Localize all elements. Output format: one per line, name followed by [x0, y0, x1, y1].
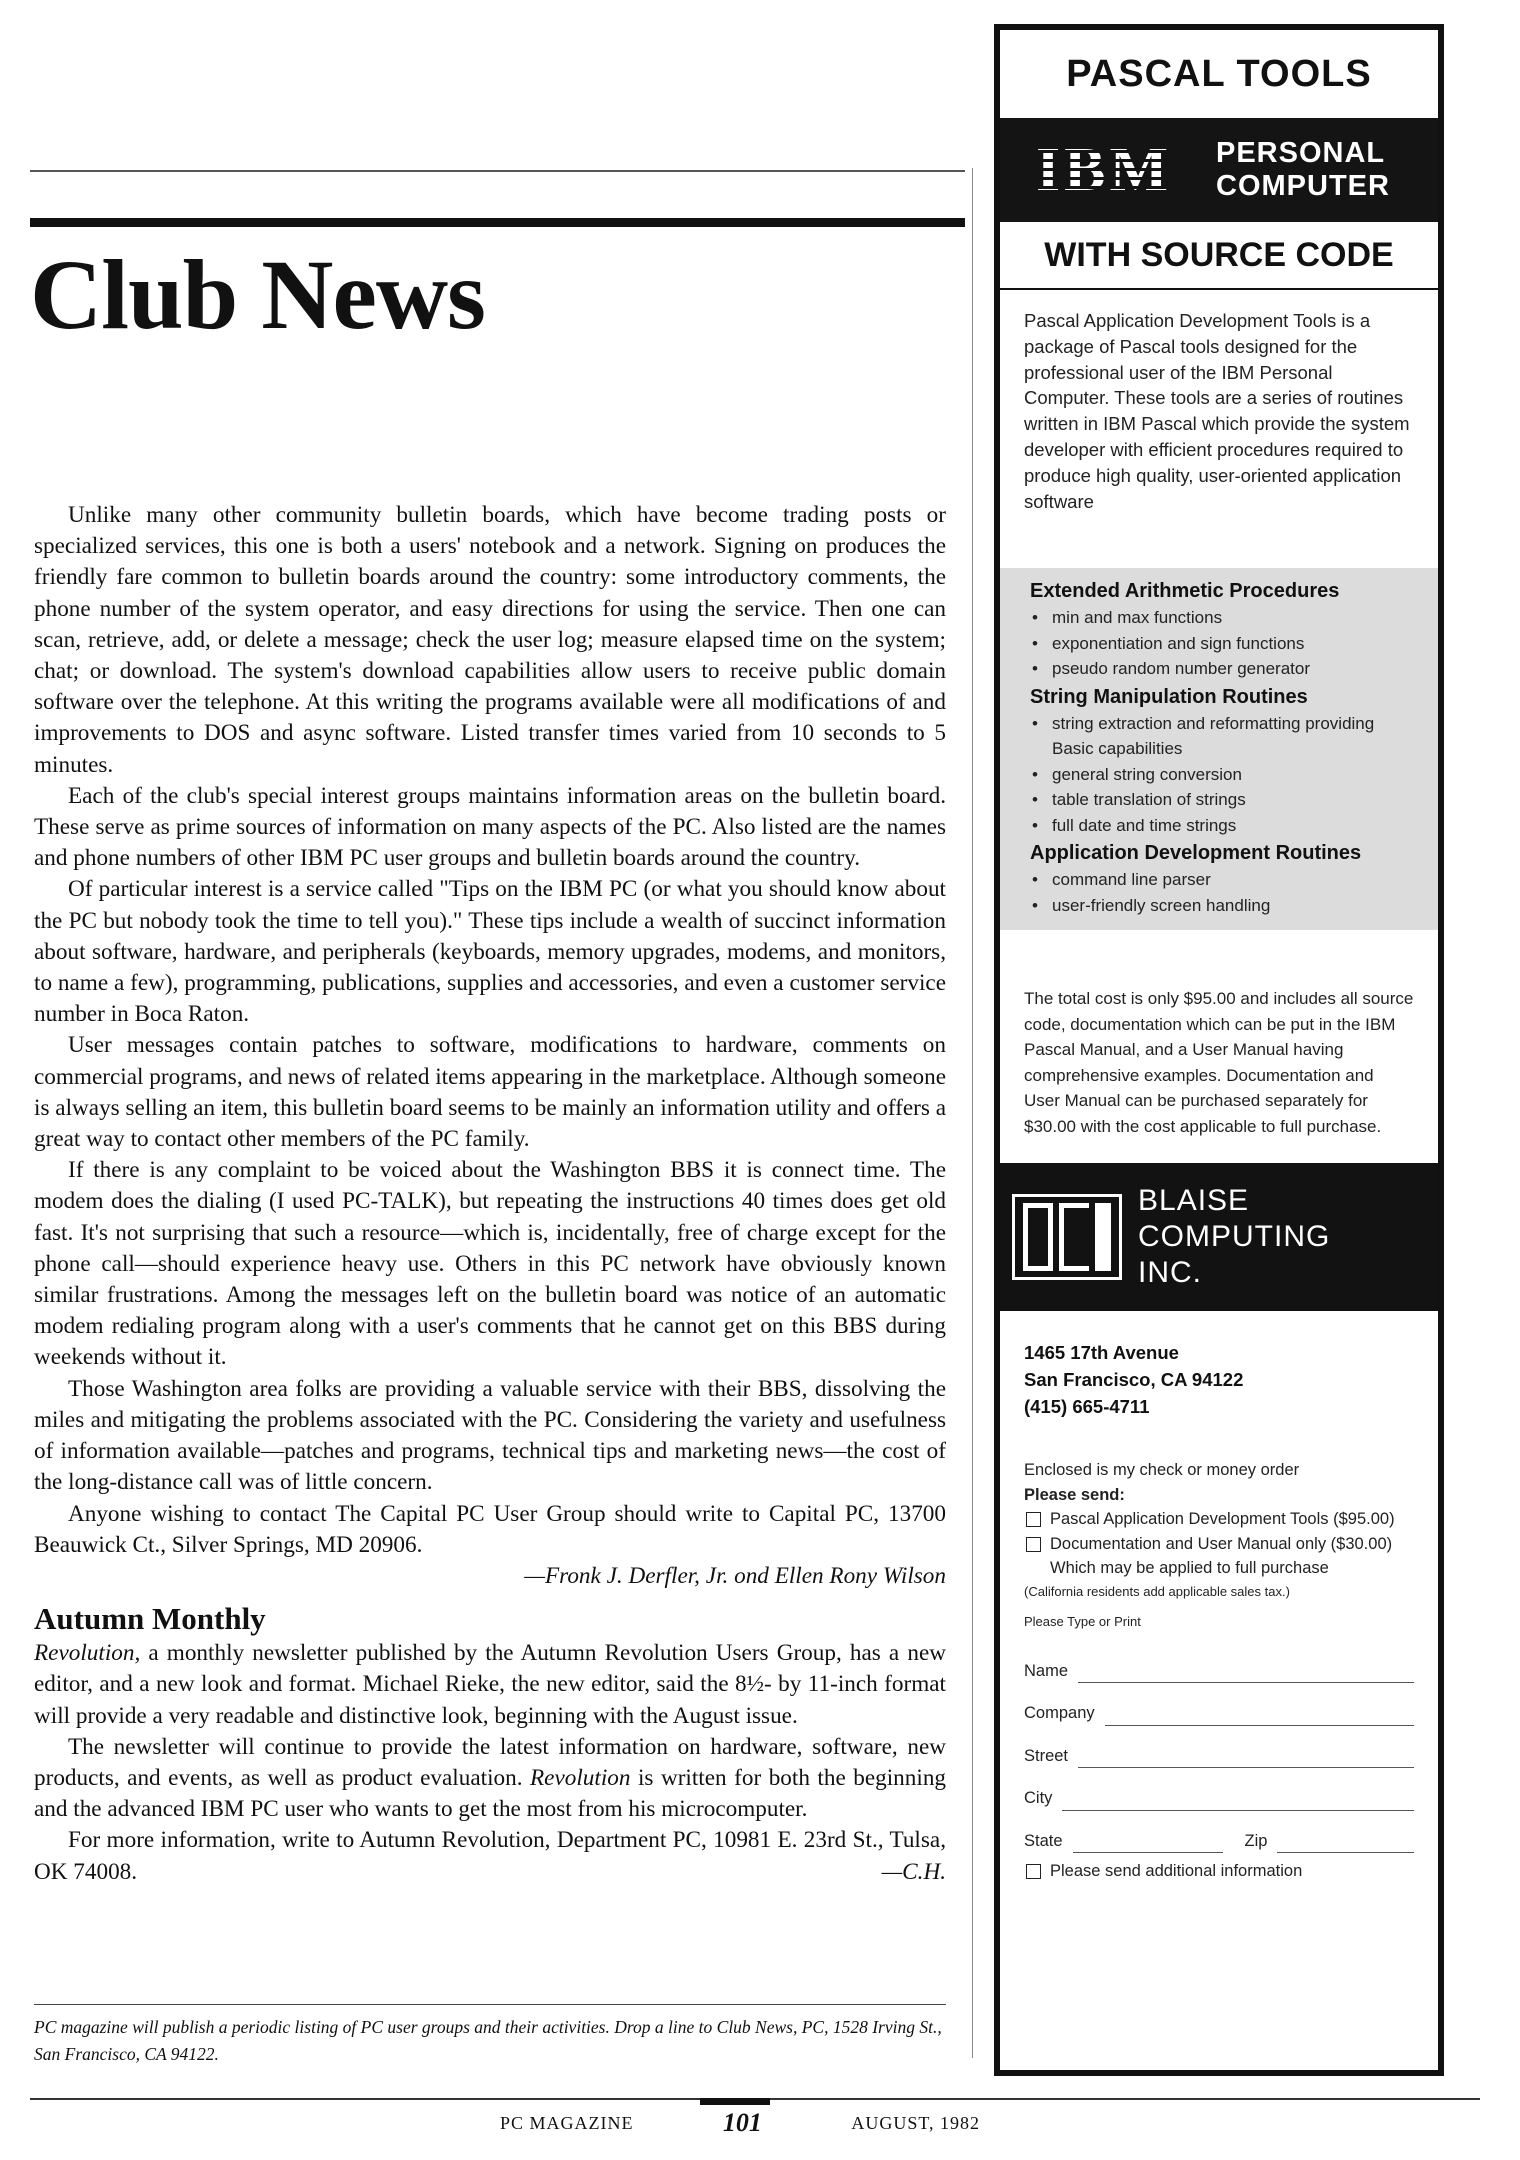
name-field[interactable]: [1024, 1659, 1414, 1684]
article-paragraph: Each of the club's special interest groups maintains information areas on the bulletin board. These serve as prime sources of information on many aspects of the PC. Also listed are the names and phone numbers of other IBM PC user groups and bulletin boards around the country.: [34, 782, 946, 872]
ad-headline: PASCAL TOOLS: [1066, 52, 1372, 95]
feature-item: • full date and time strings: [1030, 813, 1414, 839]
company-name: [1138, 1183, 1330, 1291]
ibm-banner: [1000, 118, 1438, 222]
article-paragraph: Unlike many other community bulletin boards, which have become trading posts or specialized services, this one is both a users' notebook and a network. Signing on produces the friendly fare common to bulletin boards around the country: some introductory comments, the phone number of the system operator, and easy directions for using the service. Then one can scan, retrieve, add, or delete a message; check the user log; measure elapsed time on the system; chat; or download. The system's download capabilities allow users to receive public domain software over the telephone. At this writing the programs available were all modifications of and improvements to DOS and async software. Listed transfer times varied from 10 seconds to 5 minutes.: [34, 502, 946, 778]
article-paragraph: Those Washington area folks are providing a valuable service with their BBS, dissolving the miles and mitigating the problems associated with the PC. Considering the variety and usefulness of information available—patches and programs, technical tips and marketing news—the cost of the long-distance call was of little concern.: [34, 1375, 946, 1496]
feature-group-title: String Manipulation Routines: [1030, 685, 1308, 708]
print-note: Please Type or Print: [1024, 1613, 1141, 1629]
ibm-logo: IBM: [1036, 135, 1172, 204]
pc-label-line: PERSONAL: [1216, 137, 1386, 169]
feature-item: • min and max functions: [1030, 605, 1414, 631]
pc-label-line: COMPUTER: [1216, 170, 1390, 202]
street-field[interactable]: [1024, 1744, 1414, 1769]
article-paragraph: Anyone wishing to contact The Capital PC User Group should write to Capital PC, 13700 Beauwick Ct., Silver Springs, MD 20906.: [34, 1500, 946, 1558]
pricing-text: The total cost is only $95.00 and includes all source code, documentation which can be put in the IBM Pascal Manual, and a User Manual having comprehensive examples. Documentation and User Manual can be purchased separately for $30.00 with the cost applicable to full purchase.: [1024, 989, 1414, 1136]
order-please: Please send:: [1024, 1485, 1125, 1504]
article-paragraph: Of particular interest is a service called "Tips on the IBM PC (or what you should know about the PC but nobody took the time to tell you)." These tips include a wealth of succinct information about software, hardware, and peripherals (keyboards, memory upgrades, modems, and monitors, to name a few), programming, publications, supplies and accessories, and even a customer service number in Boca Raton.: [34, 876, 946, 1028]
magazine-name: PC MAGAZINE: [500, 2112, 634, 2133]
footnote: PC magazine will publish a periodic listing of PC user groups and their activities. Drop a line to Club News, PC, 1528 Irving St., San Francisco, CA 94122.: [34, 2017, 942, 2064]
feature-group: [1030, 684, 1414, 839]
more-info-checkbox[interactable]: [1024, 1859, 1414, 1884]
company-banner: [1000, 1163, 1438, 1311]
feature-group: [1030, 840, 1414, 918]
order-form: [1024, 1458, 1414, 1884]
feature-item: • command line parser: [1030, 867, 1414, 893]
company-name-line: INC.: [1138, 1256, 1202, 1290]
feature-item: • exponentiation and sign functions: [1030, 631, 1414, 657]
page-title: Club News: [30, 239, 485, 350]
publication-name: Revolution: [530, 1764, 631, 1791]
field-label: Zip: [1244, 1831, 1268, 1850]
company-name-line: COMPUTING: [1138, 1220, 1331, 1254]
feature-item: • pseudo random number generator: [1030, 656, 1414, 682]
article-body: [34, 500, 946, 1888]
paragraph-text: is written for both the beginning and the advanced IBM PC user who wants to get the most from his microcomputer.: [34, 1764, 947, 1823]
personal-computer-label: [1216, 137, 1390, 203]
article-paragraph: User messages contain patches to software, modifications to hardware, comments on commercial programs, and news of related items appearing in the marketplace. Although someone is always selling an item, this bulletin board seems to be mainly an information utility and offers a great way to contact other members of the PC family.: [34, 1032, 946, 1153]
page-number-bar: [700, 2098, 770, 2105]
signoff: —C.H.: [881, 1858, 946, 1885]
ad-description: Pascal Application Development Tools is a package of Pascal tools designed for the professional user of the IBM Personal Computer. These tools are a series of routines written in IBM Pascal which provide the system developer with efficient procedures required to produce high quality, user-oriented application software: [1024, 310, 1410, 512]
option-label: Please send additional information: [1050, 1862, 1303, 1881]
page-footer: [500, 2108, 980, 2138]
field-label: Street: [1024, 1746, 1069, 1765]
feature-item: • user-friendly screen handling: [1030, 893, 1414, 919]
feature-group-title: Application Development Routines: [1030, 842, 1362, 865]
article-paragraph: [34, 1825, 946, 1887]
field-label: Name: [1024, 1661, 1069, 1680]
address-street: 1465 17th Avenue: [1024, 1342, 1179, 1364]
issue-date: AUGUST, 1982: [851, 2112, 980, 2133]
feature-group-title: Extended Arithmetic Procedures: [1030, 580, 1340, 603]
address-phone: (415) 665-4711: [1024, 1396, 1150, 1418]
option-tools-checkbox[interactable]: [1024, 1507, 1414, 1532]
field-label: Company: [1024, 1704, 1095, 1723]
section-heading: Autumn Monthly: [34, 1601, 266, 1637]
title-rule: [30, 218, 965, 227]
ad-subhead: WITH SOURCE CODE: [1000, 222, 1438, 290]
option-label: Pascal Application Development Tools ($95.00): [1050, 1510, 1395, 1529]
feature-item: • general string conversion: [1030, 762, 1414, 788]
publication-name: Revolution,: [34, 1640, 141, 1667]
company-name-line: BLAISE: [1138, 1184, 1250, 1218]
feature-group: [1030, 578, 1414, 682]
feature-list: [1000, 568, 1438, 930]
article-paragraph: [34, 1732, 946, 1826]
blaise-logo-icon: [1012, 1194, 1122, 1280]
article-paragraph: [34, 1638, 946, 1732]
paragraph-text: For more information, write to Autumn Revolution, Department PC, 10981 E. 23rd St., Tulsa, OK 74008.: [34, 1827, 946, 1885]
page-number: 101: [722, 2108, 762, 2137]
field-label: State: [1024, 1831, 1063, 1850]
top-rule: [30, 170, 965, 172]
company-field[interactable]: [1024, 1701, 1414, 1726]
paragraph-text: The newsletter will continue to provide the latest information on hardware, software, new products, and events, as well as product evaluation.: [34, 1733, 946, 1791]
byline: —Fronk J. Derfler, Jr. ond Ellen Rony Wilson: [524, 1562, 946, 1589]
address-city: San Francisco, CA 94122: [1024, 1369, 1244, 1391]
order-intro: Enclosed is my check or money order: [1024, 1461, 1300, 1480]
tax-note: (California residents add applicable sales tax.): [1024, 1583, 1290, 1599]
footnote-rule: [34, 2004, 946, 2005]
state-zip-field[interactable]: [1024, 1829, 1414, 1854]
column-divider: [972, 168, 973, 2058]
article-paragraph: If there is any complaint to be voiced about the Washington BBS it is connect time. The modem does the dialing (I used PC-TALK), but repeating the instructions 40 times does get old fast. It's not surprising that such a resource—which is, incidentally, free of charge except for the phone call—should experience heavy use. Others in this PC network have obviously known similar frustrations. Among the messages left on the bulletin board was notice of an automatic modem redialing program along with a user's comments that he cannot get on this BBS during weekends without it.: [34, 1157, 946, 1371]
option-note: Which may be applied to full purchase: [1050, 1559, 1329, 1578]
feature-item: • table translation of strings: [1030, 787, 1414, 813]
city-field[interactable]: [1024, 1786, 1414, 1811]
option-label: Documentation and User Manual only ($30.00): [1050, 1534, 1393, 1553]
field-label: City: [1024, 1789, 1053, 1808]
feature-item: • string extraction and reformatting providing Basic capabilities: [1030, 711, 1414, 762]
pascal-tools-ad: [994, 24, 1444, 2076]
paragraph-text: a monthly newsletter published by the Autumn Revolution Users Group, has a new editor, and a new look and format. Michael Rieke, the new editor, said the 8½- by 11-inch format will provide a very readable and distinctive look, beginning with the August issue.: [34, 1640, 946, 1729]
option-docs-checkbox[interactable]: [1024, 1532, 1414, 1581]
company-address: [1024, 1339, 1414, 1420]
